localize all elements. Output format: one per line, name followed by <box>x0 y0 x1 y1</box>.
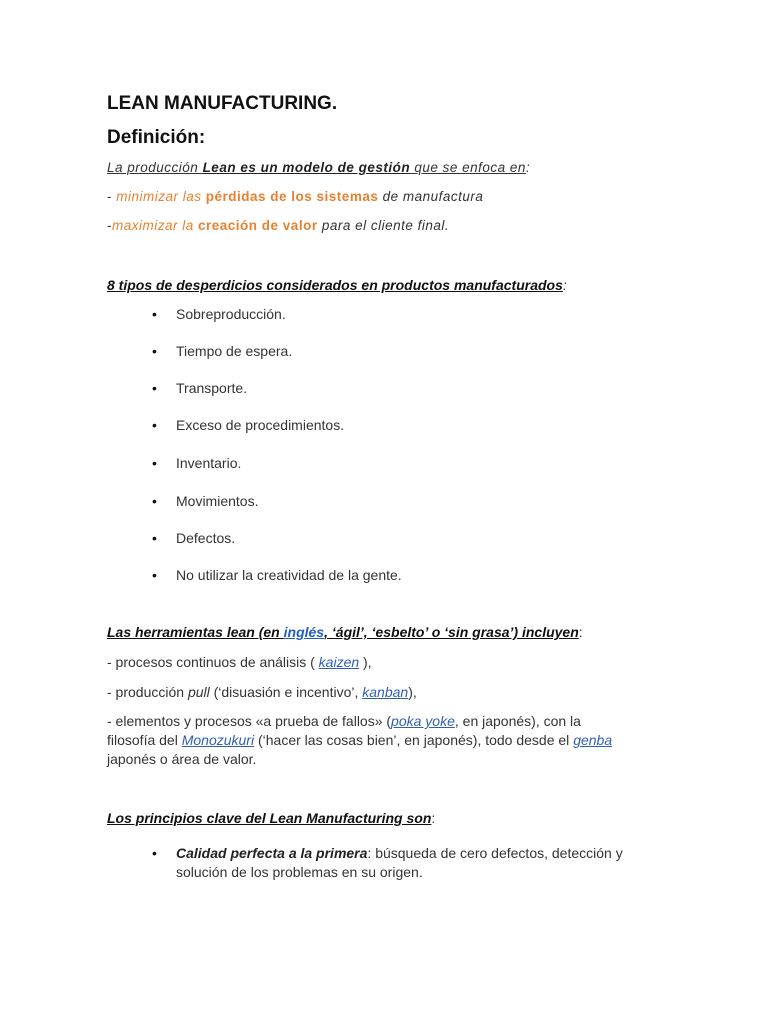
tools-l3-a: - elementos y procesos «a prueba de fallos» ( <box>107 713 392 729</box>
list-item-text: Exceso de procedimientos. <box>176 417 345 433</box>
definition-line2-a: - <box>107 218 112 233</box>
bullet-icon: • <box>152 455 157 471</box>
bullet-icon: • <box>152 493 157 509</box>
waste-list <box>107 305 677 585</box>
principles-title-suffix: : <box>431 810 436 826</box>
list-item <box>107 529 677 548</box>
definition-line2-b: maximizar la <box>112 218 199 233</box>
principles-list <box>107 844 677 882</box>
list-item <box>107 379 677 398</box>
tools-l2-a: - producción <box>107 684 188 700</box>
kanban-link[interactable]: kanban <box>362 684 409 700</box>
tools-title-suffix: : <box>578 624 583 640</box>
definition-line-2 <box>107 216 677 235</box>
list-item-text: Movimientos. <box>176 493 259 509</box>
definition-heading: Definición: <box>107 127 206 148</box>
tools-line-1 <box>107 653 677 672</box>
tools-title-b: , ‘ágil’, ‘esbelto’ o ‘sin grasa’) incluyen <box>324 624 579 640</box>
definition-intro-a: La producción <box>107 160 203 175</box>
list-item-text: No utilizar la creatividad de la gente. <box>176 567 402 583</box>
tools-title-a: Las herramientas lean (en <box>107 624 284 640</box>
document-content <box>107 92 677 882</box>
waste-title-suffix: : <box>562 277 567 293</box>
page-title: LEAN MANUFACTURING. <box>107 93 338 114</box>
list-item <box>107 305 677 324</box>
bullet-icon: • <box>152 845 157 861</box>
principle-item1-bold: Calidad perfecta a la primera <box>176 845 368 861</box>
tools-l3-c: (‘hacer las cosas bien’, en japonés), todo desde el <box>254 732 574 748</box>
bullet-icon: • <box>152 306 157 322</box>
definition-line1-c: pérdidas de los sistemas <box>205 189 379 204</box>
waste-title: 8 tipos de desperdicios considerados en productos manufacturados <box>107 277 563 293</box>
tools-l2-italic: pull <box>187 684 210 700</box>
tools-l3-d: japonés o área de valor. <box>107 751 257 767</box>
list-item <box>107 342 677 361</box>
list-item-text: Inventario. <box>176 455 242 471</box>
list-item-text: Defectos. <box>176 530 236 546</box>
tools-l1-a: - procesos continuos de análisis ( <box>107 654 319 670</box>
principles-heading <box>107 809 677 828</box>
definition-line-1 <box>107 187 677 206</box>
tools-l1-b: ), <box>359 654 372 670</box>
tools-line-2 <box>107 683 677 702</box>
tools-title-link[interactable]: inglés <box>283 624 325 640</box>
bullet-icon: • <box>152 417 157 433</box>
tools-l3-b: , en japonés), con la filosofía del <box>107 713 581 748</box>
list-item-text: Sobreproducción. <box>176 306 286 322</box>
definition-line1-d: de manufactura <box>378 189 484 204</box>
bullet-icon: • <box>152 567 157 583</box>
definition-intro-c: que se enfoca en <box>410 160 526 175</box>
genba-link[interactable]: genba <box>573 732 613 748</box>
list-item <box>107 416 677 435</box>
list-item <box>107 844 676 882</box>
tools-l2-b: (‘disuasión e incentivo’, <box>209 684 363 700</box>
tools-line-3 <box>107 712 627 769</box>
waste-heading <box>107 276 677 295</box>
tools-l2-c: ), <box>408 684 417 700</box>
definition-line2-d: para el cliente final. <box>317 218 450 233</box>
definition-intro <box>107 158 677 177</box>
list-item-text: Tiempo de espera. <box>176 343 293 359</box>
definition-line1-a: - <box>107 189 117 204</box>
definition-intro-d: : <box>525 160 531 175</box>
list-item <box>107 566 677 585</box>
definition-intro-b: Lean es un modelo de gestión <box>202 160 411 175</box>
tools-heading <box>107 623 677 642</box>
monozukuri-link[interactable]: Monozukuri <box>181 732 255 748</box>
principle-item1-text: : búsqueda de cero defectos, detección y solución de los problemas en su origen. <box>176 845 623 880</box>
list-item <box>107 492 677 511</box>
bullet-icon: • <box>152 380 157 396</box>
principles-title: Los principios clave del Lean Manufacturing son <box>107 810 432 826</box>
bullet-icon: • <box>152 343 157 359</box>
definition-line2-c: creación de valor <box>198 218 318 233</box>
list-item <box>107 454 677 473</box>
kaizen-link[interactable]: kaizen <box>318 654 360 670</box>
bullet-icon: • <box>152 530 157 546</box>
list-item-text: Transporte. <box>176 380 248 396</box>
poka-yoke-link[interactable]: poka yoke <box>391 713 455 729</box>
definition-line1-b: minimizar las <box>116 189 206 204</box>
